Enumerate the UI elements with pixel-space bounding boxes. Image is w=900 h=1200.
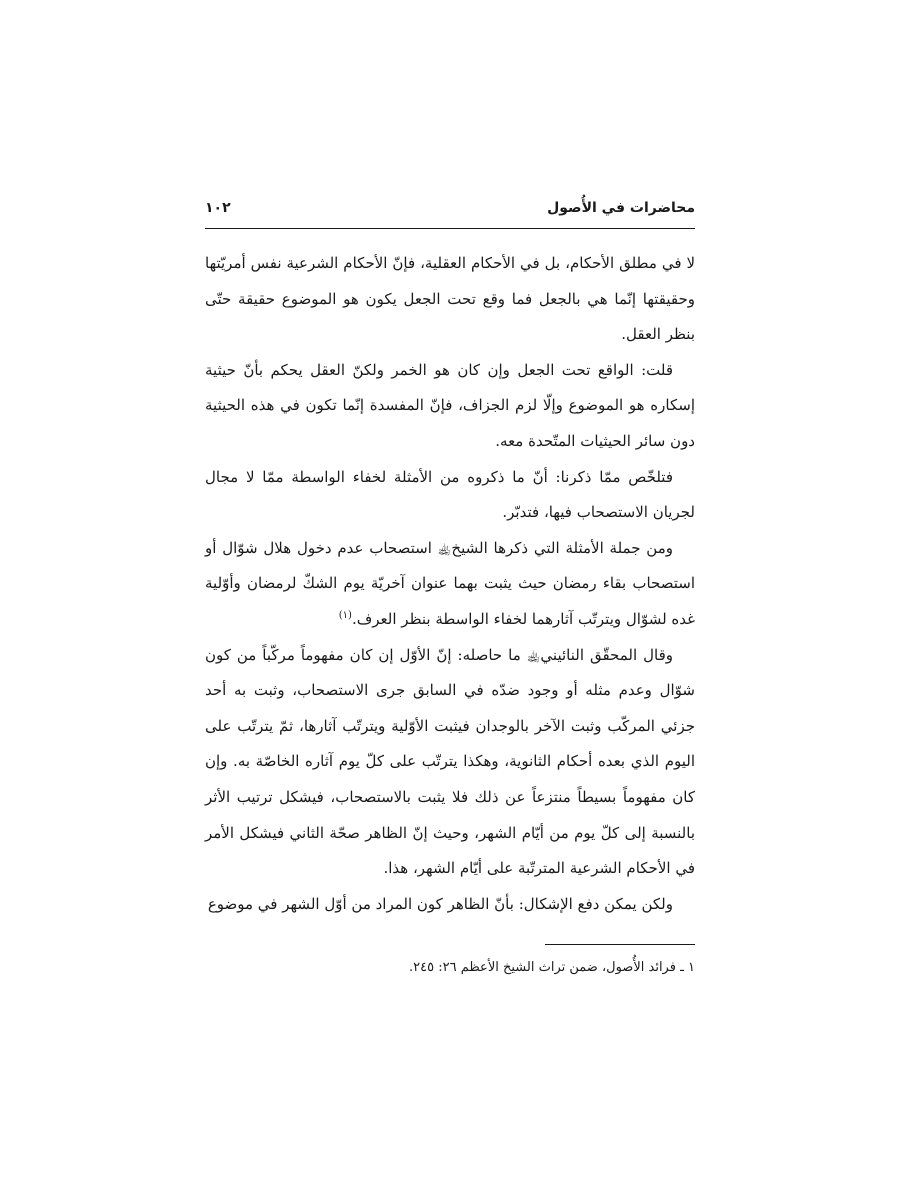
paragraph-4 <box>205 531 695 638</box>
header-rule <box>205 228 695 229</box>
paragraph-4-text: ومن جملة الأمثلة التي ذكرها الشيخ﵀ استصحاب عدم دخول هلال شوّال أو استصحاب بقاء رمضان حيث يثبت بهما عنوان آخريّة يوم الشكّ لرمضان وأوّلية غده لشوّال ويترتّب آثارهما لخفاء الواسطة بنظر العرف. <box>205 538 695 628</box>
footnote-reference[interactable]: (١) <box>338 609 352 621</box>
paragraph-6 <box>205 887 695 923</box>
paragraph-1 <box>205 246 695 353</box>
page-header <box>205 198 695 228</box>
paragraph-3 <box>205 460 695 531</box>
paragraph-5-text: وقال المحقّق النائيني﵀ ما حاصله: إنّ الأوّل إن كان مفهوماً مركّباً من كون شوّال وعدم مثله أو وجود ضدّه في السابق جرى الاستصحاب، وثبت به أحد جزئي المركّب وثبت الآخر بالوجدان فيثبت الأوّلية ويترتّب آثارها، ثمّ يترتّب على اليوم الذي بعده أحكام الثانوية، وهكذا يترتّب على كلّ يوم آثاره الخاصّة به. وإن كان مفهوماً بسيطاً منتزعاً عن ذلك فلا يثبت بالاستصحاب، فيشكل ترتيب الأثر بالنسبة إلى كلّ يوم من أيّام الشهر، وحيث إنّ الظاهر صحّة الثاني فيشكل الأمر في الأحكام الشرعية المترتّبة على أيّام الشهر، هذا. <box>205 645 695 878</box>
paragraph-2-text: قلت: الواقع تحت الجعل وإن كان هو الخمر ولكنّ العقل يحكم بأنّ حيثية إسكاره هو الموضوع وإلّا لزم الجزاف، فإنّ المفسدة إنّما تكون في هذه الحيثية دون سائر الحيثيات المتّحدة معه. <box>205 360 695 450</box>
footnote-1-text: ١ ـ فرائد الأُصول، ضمن تراث الشيخ الأعظم ٢٦: ٢٤٥. <box>409 960 695 975</box>
page-number: ١٠٢ <box>205 200 231 216</box>
paragraph-3-text: فتلخّص ممّا ذكرنا: أنّ ما ذكروه من الأمثلة لخفاء الواسطة ممّا لا مجال لجريان الاستصحاب فيها، فتدبّر. <box>205 467 695 522</box>
paragraph-5 <box>205 638 695 887</box>
body-text <box>205 246 695 922</box>
running-title: محاضرات في الأُصول <box>547 200 695 216</box>
paragraph-2 <box>205 353 695 460</box>
paragraph-6-text: ولكن يمكن دفع الإشكال: بأنّ الظاهر كون المراد من أوّل الشهر في موضوع <box>207 894 673 913</box>
footnote-rule <box>545 944 695 945</box>
paragraph-1-text: لا في مطلق الأحكام، بل في الأحكام العقلية، فإنّ الأحكام الشرعية نفس أمريّتها وحقيقتها إنّما هي بالجعل فما وقع تحت الجعل يكون هو الموضوع حقيقة حتّى بنظر العقل. <box>205 254 695 344</box>
footnote-1 <box>205 958 695 978</box>
